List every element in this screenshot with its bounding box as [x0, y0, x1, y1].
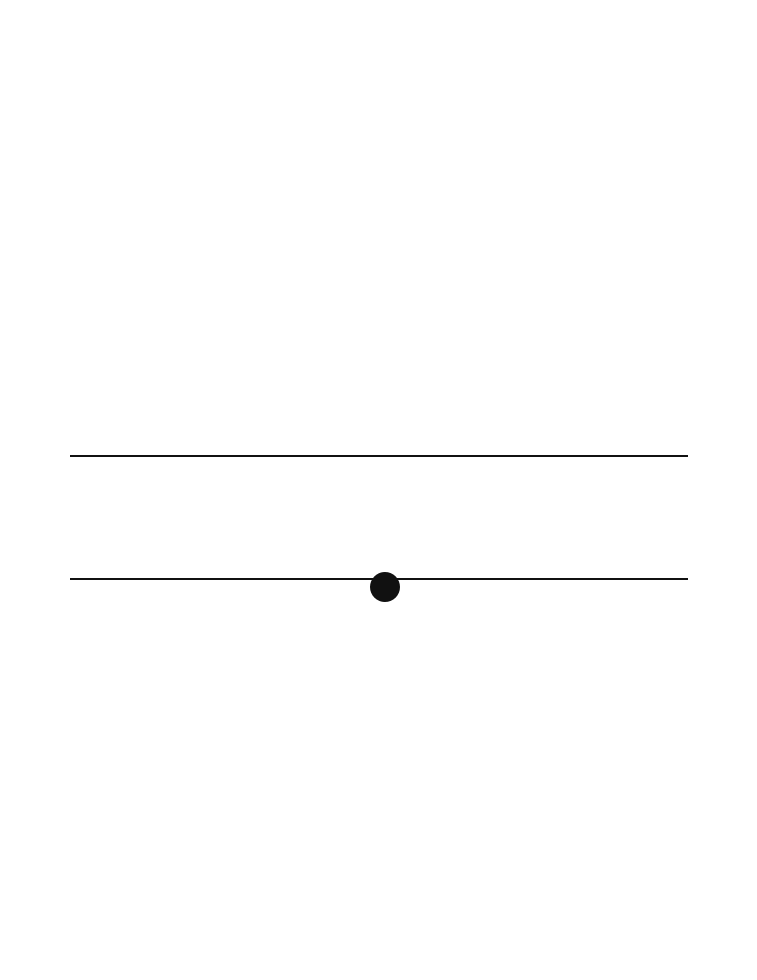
footnote-top-rule: [70, 455, 688, 457]
poem-lamiyat-al-ajam: [72, 82, 682, 452]
section-ornament-dot: [370, 572, 400, 602]
